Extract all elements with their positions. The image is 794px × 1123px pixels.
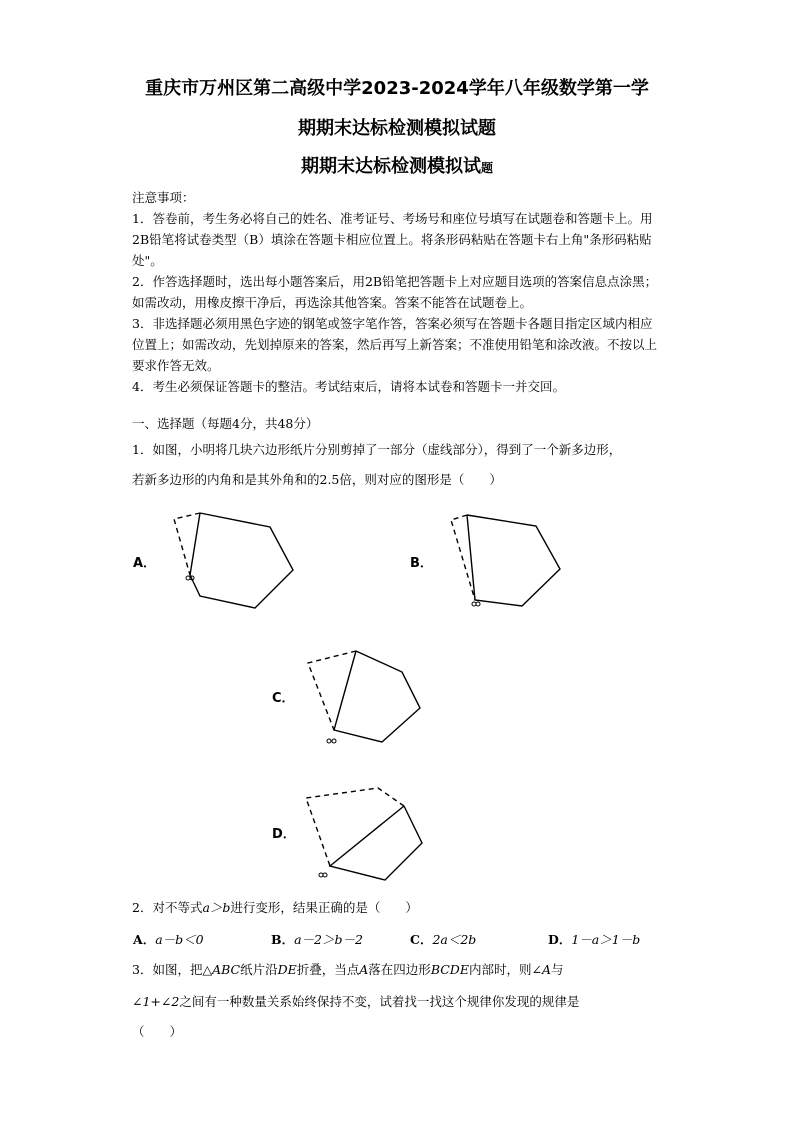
notes-item-2: 2．作答选择题时，选出每小题答案后，用2B铅笔把答题卡上对应题目选项的答案信息点涂黑；如需改动，用橡皮擦干净后，再选涂其他答案。答案不能答在试题卷上。 [132,274,658,310]
q3-math-de: DE [277,962,297,977]
figure-a [174,513,293,608]
q2-option-d [548,930,640,948]
q2-option-d-label: D． [548,932,572,947]
q2-option-b-label: B． [271,932,295,947]
q1-line-2: 若新多边形的内角和是其外角和的2.5倍，则对应的图形是（ ） [132,472,502,487]
q3-text-g: 之间有一种数量关系始终保持不变，试着找一找这个规律你发现的规律是 [179,994,580,1009]
q3-text-b: 纸片沿 [240,962,278,977]
q2-stem-post: 进行变形，结果正确的是（ ） [230,900,418,915]
q1-option-a-label: A． [133,556,157,571]
notes-heading: 注意事项： [132,190,195,205]
q3-math-a: A [359,962,369,977]
q3-text-a: 3．如图，把 [132,962,203,977]
q3-math-angle-a: ∠A [531,962,551,977]
q2-option-b [271,930,363,948]
notes-item-1: 1．答卷前，考生务必将自己的姓名、准考证号、考场号和座位号填写在试题卷和答题卡上。用2B铅笔将试卷类型（B）填涂在答题卡相应位置上。将条形码粘贴在答题卡右上角"条形码粘贴处"。 [132,211,653,268]
notes-item-4: 4．考生必须保证答题卡的整洁。考试结束后，请将本试卷和答题卡一并交回。 [132,379,565,394]
q2-stem [132,898,418,918]
section-heading: 一、选择题（每题4分，共48分） [132,416,319,431]
q2-option-a [133,930,204,948]
q3-math-triangle: △ABC [202,962,241,977]
q2-option-c-expr: 2a＜2b [432,932,477,947]
q3-line-3: （ ） [132,1024,183,1039]
figure-c [308,651,420,743]
q3-text-f: 与 [550,962,564,977]
title-line-1: 重庆市万州区第二高级中学2023-2024学年八年级数学第一学 [145,78,649,99]
notes-item-3: 3．非选择题必须用黑色字迹的钢笔或签字笔作答，答案必须写在答题卡各题目指定区域内相应位置上；如需改动，先划掉原来的答案，然后再写上新答案；不准使用铅笔和涂改液。不按以上要求作答无效。 [132,316,658,373]
title-line-2: 期期末达标检测模拟试题 [298,118,496,139]
q2-stem-pre: 2．对不等式 [132,900,203,915]
q1-option-b-label: B． [410,556,433,571]
q3-line-1 [132,960,564,980]
q3-math-angles: ∠1+∠2 [132,994,180,1009]
figure-b [451,515,560,606]
q3-text-d: 落在四边形 [368,962,431,977]
q3-text-e: 内部时，则 [468,962,532,977]
q1-line-1: 1．如图，小明将几块六边形纸片分别剪掉了一部分（虚线部分），得到了一个新多边形， [132,442,622,457]
q2-option-b-expr: a－2＞b－2 [294,932,363,947]
q3-line-2 [132,992,579,1012]
q2-option-d-expr: 1－a＞1－b [571,932,641,947]
q2-stem-math: a＞b [202,900,231,915]
q2-option-c-label: C． [410,932,433,947]
figure-d [306,788,422,880]
q1-option-c-label: C． [272,691,295,706]
title-line-3-small: 题 [480,161,493,175]
q3-text-c: 折叠，当点 [296,962,360,977]
q2-option-a-label: A． [133,932,156,947]
q1-option-d-label: D． [272,827,296,842]
title-line-3-main: 期期末达标检测模拟试 [300,156,481,177]
q2-option-c [410,930,476,948]
q3-math-bcde: BCDE [430,962,469,977]
q2-option-a-expr: a－b＜0 [155,932,204,947]
